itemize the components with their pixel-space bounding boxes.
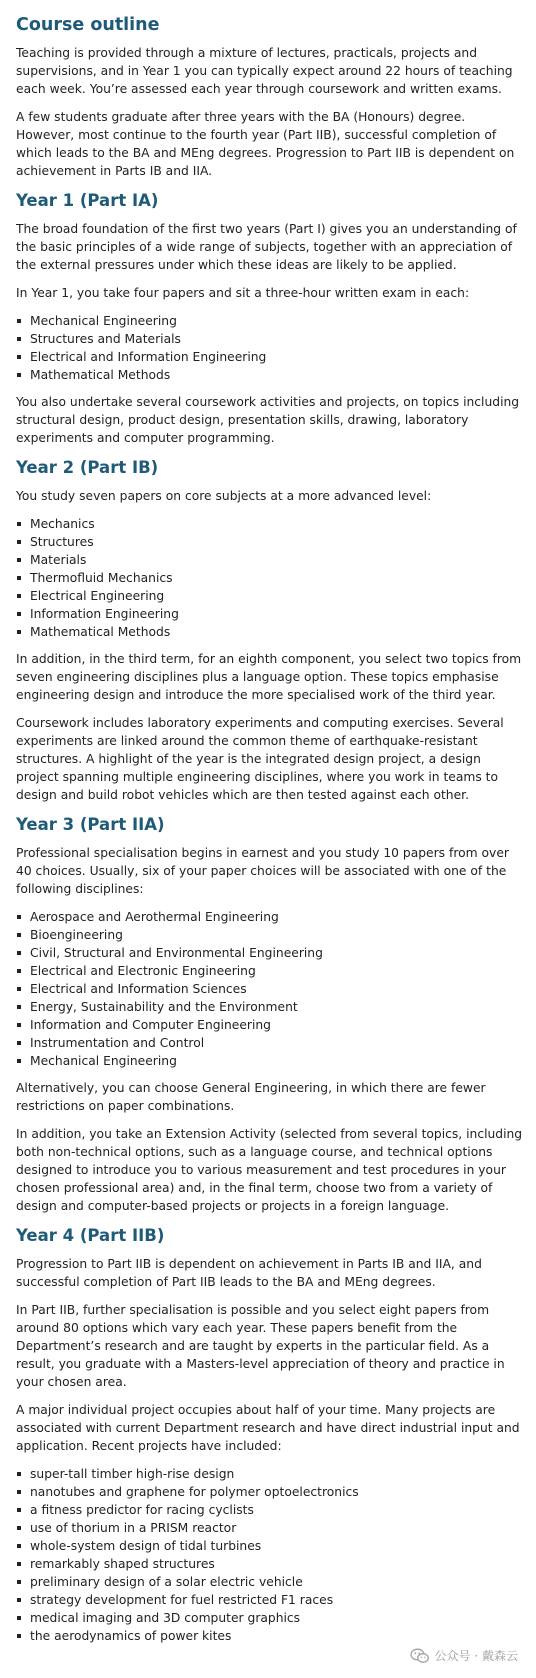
list-item: Electrical Engineering — [16, 587, 524, 605]
intro-paragraph: Teaching is provided through a mixture of lectures, practicals, projects and supervisions, and in Year 1 you can typically expect around 22 hours of teaching each week. You’re assessed each year through coursework and written exams. — [16, 46, 513, 96]
year1-paragraph: In Year 1, you take four papers and sit a three-hour written exam in each: — [16, 286, 470, 300]
list-item: remarkably shaped structures — [16, 1555, 524, 1573]
year1-paragraph: The broad foundation of the first two years (Part I) gives you an understanding of the basic principles of a wide range of subjects, together with an appreciation of the external pressures under which these ideas are likely to be applied. — [16, 222, 517, 272]
year3-paragraph: Professional specialisation begins in earnest and you study 10 papers from over 40 choices. Usually, six of your paper choices will be associated with one of the following disciplines: — [16, 846, 509, 896]
list-item: Mechanical Engineering — [16, 1052, 524, 1070]
list-item: Information and Computer Engineering — [16, 1016, 524, 1034]
year4-heading: Year 4 (Part IIB) — [16, 1226, 165, 1245]
year3-heading: Year 3 (Part IIA) — [16, 815, 165, 834]
list-item: Mathematical Methods — [16, 623, 524, 641]
list-item: Civil, Structural and Environmental Engineering — [16, 944, 524, 962]
year2-paragraph: You study seven papers on core subjects at a more advanced level: — [16, 489, 432, 503]
list-item: Electrical and Information Engineering — [16, 348, 524, 366]
list-item: medical imaging and 3D computer graphics — [16, 1609, 524, 1627]
list-item: Aerospace and Aerothermal Engineering — [16, 908, 524, 926]
year3-paragraph: In addition, you take an Extension Activity (selected from several topics, including both non-technical options, such as a language course, and technical options designed to introduce you to various measurement and test procedures in your chosen professional area) and, in the final term, choose two from a variety of design and computer-based projects or projects in a foreign language. — [16, 1127, 523, 1213]
year2-heading: Year 2 (Part IB) — [16, 458, 159, 477]
list-item: Thermofluid Mechanics — [16, 569, 524, 587]
list-item: strategy development for fuel restricted F1 races — [16, 1591, 524, 1609]
year4-paragraph: Progression to Part IIB is dependent on achievement in Parts IB and IIA, and successful completion of Part IIB leads to the BA and MEng degrees. — [16, 1257, 482, 1289]
list-item: Mechanical Engineering — [16, 312, 524, 330]
year4-projects-list — [16, 1465, 524, 1645]
list-item: whole-system design of tidal turbines — [16, 1537, 524, 1555]
list-item: Materials — [16, 551, 524, 569]
year1-heading: Year 1 (Part IA) — [16, 191, 159, 210]
year1-paragraph: You also undertake several coursework activities and projects, on topics including structural design, product design, presentation skills, drawing, laboratory experiments and computer programming. — [16, 395, 520, 445]
list-item: Structures — [16, 533, 524, 551]
year3-disciplines-list — [16, 908, 524, 1070]
watermark-text: 公众号 · 戴森云 — [434, 1649, 518, 1663]
list-item: Instrumentation and Control — [16, 1034, 524, 1052]
list-item: nanotubes and graphene for polymer optoelectronics — [16, 1483, 524, 1501]
watermark — [406, 1645, 522, 1666]
year3-paragraph: Alternatively, you can choose General Engineering, in which there are fewer restrictions on paper combinations. — [16, 1081, 486, 1113]
page-title: Course outline — [16, 15, 160, 35]
list-item: Bioengineering — [16, 926, 524, 944]
year1-papers-list — [16, 312, 524, 384]
list-item: super-tall timber high-rise design — [16, 1465, 524, 1483]
list-item: Mechanics — [16, 515, 524, 533]
list-item: Mathematical Methods — [16, 366, 524, 384]
list-item: a fitness predictor for racing cyclists — [16, 1501, 524, 1519]
list-item: Electrical and Electronic Engineering — [16, 962, 524, 980]
list-item: Structures and Materials — [16, 330, 524, 348]
year4-paragraph: In Part IIB, further specialisation is possible and you select eight papers from around 80 options which vary each year. These papers benefit from the Department’s research and are taught by experts in the particular field. As a result, you graduate with a Masters-level appreciation of theory and practice in your chosen area. — [16, 1303, 505, 1389]
year2-papers-list — [16, 515, 524, 641]
list-item: preliminary design of a solar electric vehicle — [16, 1573, 524, 1591]
list-item: the aerodynamics of power kites — [16, 1627, 524, 1645]
year4-paragraph: A major individual project occupies about half of your time. Many projects are associated with current Department research and have direct industrial input and application. Recent projects have included: — [16, 1403, 520, 1453]
list-item: Information Engineering — [16, 605, 524, 623]
wechat-icon — [410, 1648, 430, 1664]
year2-paragraph: In addition, in the third term, for an eighth component, you select two topics from seven engineering disciplines plus a language option. These topics emphasise engineering design and introduce the more specialised work of the third year. — [16, 652, 522, 702]
list-item: Electrical and Information Sciences — [16, 980, 524, 998]
list-item: use of thorium in a PRISM reactor — [16, 1519, 524, 1537]
intro-paragraph: A few students graduate after three years with the BA (Honours) degree. However, most continue to the fourth year (Part IIB), successful completion of which leads to the BA and MEng degrees. Progression to Part IIB is dependent on achievement in Parts IB and IIA. — [16, 110, 515, 178]
list-item: Energy, Sustainability and the Environment — [16, 998, 524, 1016]
year2-paragraph: Coursework includes laboratory experiments and computing exercises. Several experiments are linked around the common theme of earthquake-resistant structures. A highlight of the year is the integrated design project, a design project spanning multiple engineering disciplines, where you work in teams to design and build robot vehicles which are then tested against each other. — [16, 716, 504, 802]
